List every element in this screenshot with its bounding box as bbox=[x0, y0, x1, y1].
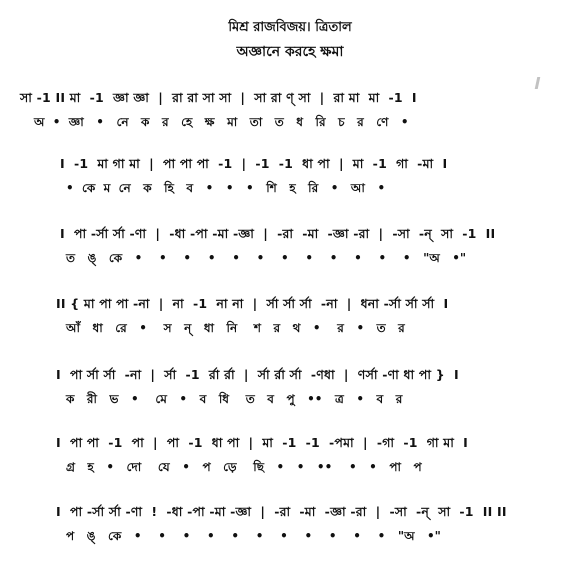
notation-block-2 bbox=[0, 156, 580, 206]
notes-line: I পা -র্সা র্সা -ণা | -ধা -পা -মা -জ্ঞা | -রা -মা -জ্ঞা -রা | -সা -ন্‌ সা -1 II bbox=[60, 226, 496, 241]
notes-line: সা -1 II মা -1 জ্ঞা জ্ঞা | রা রা সা সা | সা রা ণ্‌ সা | রা মা মা -1 I bbox=[20, 90, 417, 105]
lyrics-line: গ্র হ • দো যে • প ড়ে ছি • • •• • • পা প bbox=[66, 460, 422, 474]
notation-block-6 bbox=[0, 435, 580, 485]
notes-line: I -1 মা গা মা | পা পা পা -1 | -1 -1 ধা পা | মা -1 গা -মা I bbox=[60, 156, 448, 171]
notes-line: I পা পা -1 পা | পা -1 ধা পা | মা -1 -1 -পমা | -গা -1 গা মা I bbox=[56, 435, 469, 450]
margin-mark bbox=[535, 77, 541, 89]
lyrics-line: ত ঙ্‌ কে • • • • • • • • • • • • "অ •" bbox=[66, 251, 467, 265]
notes-line: II { মা পা পা -না | না -1 না না | র্সা র্সা র্সা -না | ধনা -র্সা র্সা র্সা I bbox=[56, 296, 449, 311]
lyrics-line: প ঙ্‌ কে • • • • • • • • • • • "অ •" bbox=[66, 529, 441, 543]
lyrics-line: • কে ম নে ক হি ব • • • শি হ রি • আ • bbox=[66, 181, 386, 195]
lyrics-line: ক রী ভ • মে • ব ধি ত ব পু •• ত্র • ব র bbox=[66, 392, 403, 406]
notation-block-1 bbox=[0, 90, 580, 140]
notation-block-7 bbox=[0, 504, 580, 554]
notation-block-3 bbox=[0, 226, 580, 276]
notes-line: I পা -র্সা র্সা -ণা ! -ধা -পা -মা -জ্ঞা | -রা -মা -জ্ঞা -রা | -সা -ন্‌ সা -1 II II bbox=[56, 504, 507, 519]
lyrics-line: আঁ ধা রে • স ন্‌ ধা নি শ র থ • র • ত র bbox=[66, 321, 405, 335]
raga-tala-title: মিশ্র রাজবিজয়। ত্রিতাল bbox=[228, 20, 352, 35]
lyrics-line: অ • জ্ঞা • নে ক র হে ক্ষ মা তা ত ধ রি চ র ণে • bbox=[34, 115, 409, 129]
notation-block-5 bbox=[0, 367, 580, 417]
notes-line: I পা র্সা র্সা -না | র্সা -1 র্রা র্রা | র্সা র্রা র্সা -ণধা | ণর্সা -ণা ধা পা } I bbox=[56, 367, 459, 382]
song-title: অজ্ঞানে করহে ক্ষমা bbox=[236, 44, 344, 60]
notation-block-4 bbox=[0, 296, 580, 346]
